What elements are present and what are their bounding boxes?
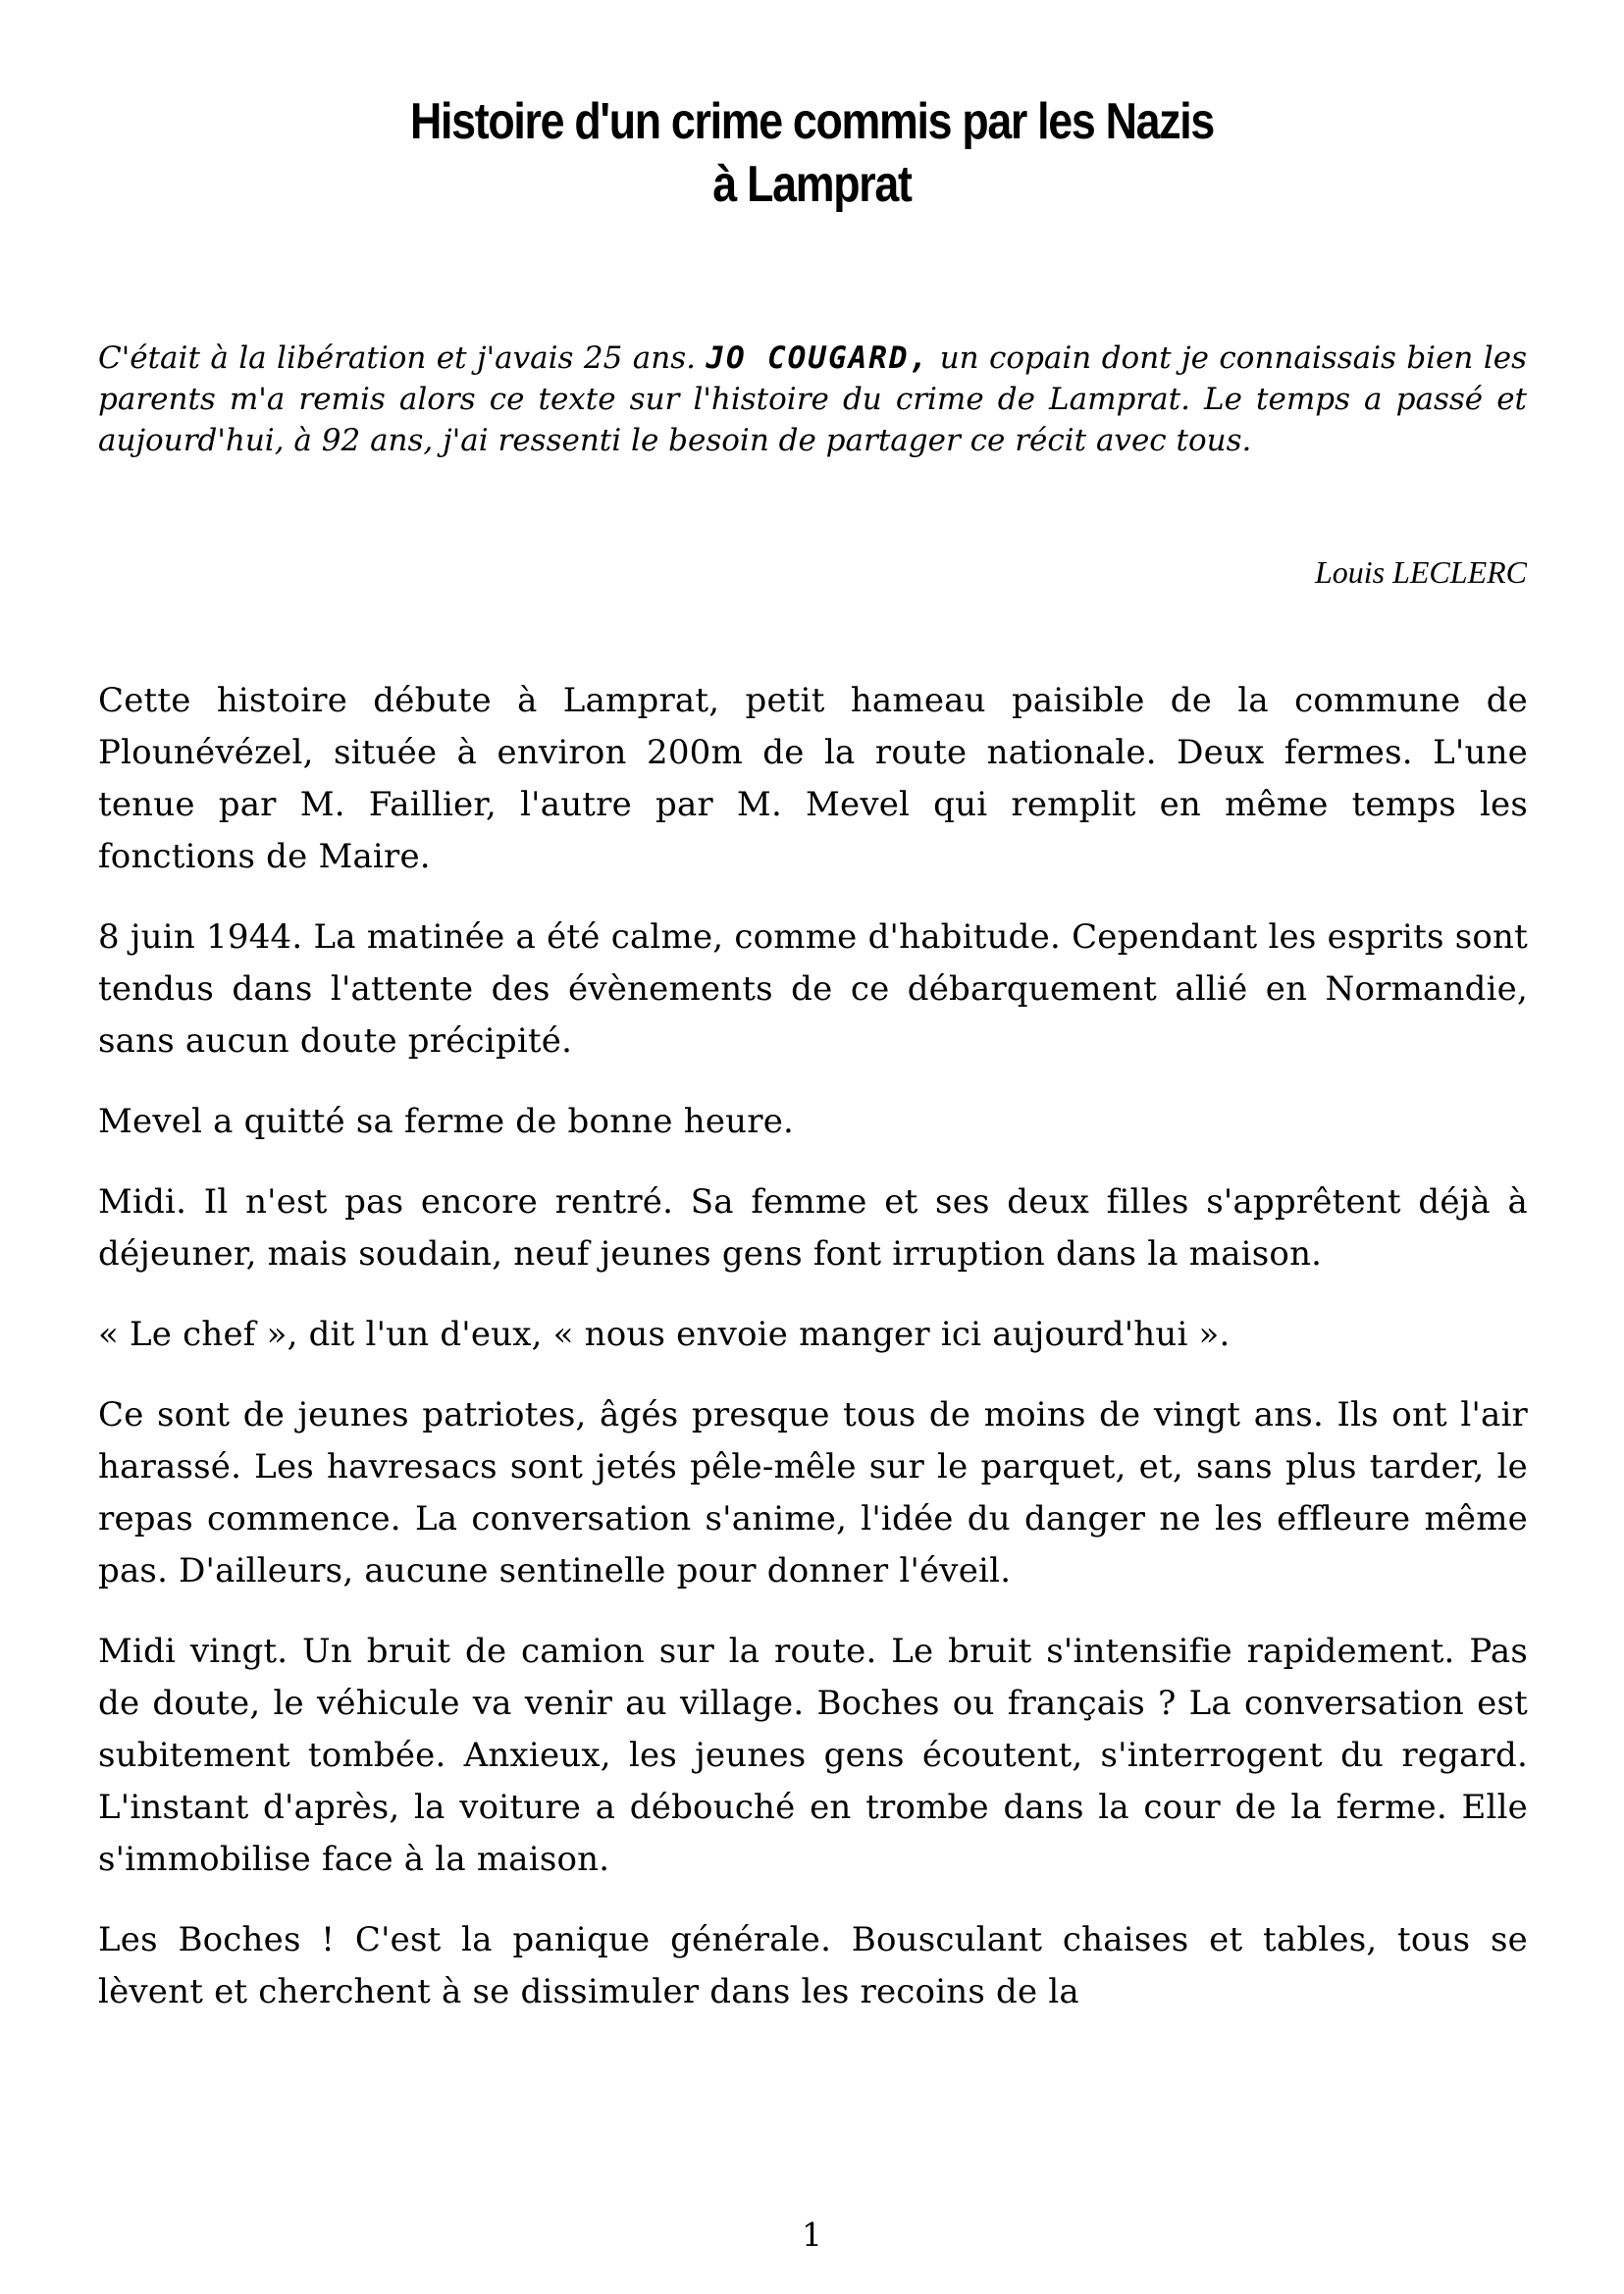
paragraph: Mevel a quitté sa ferme de bonne heure. bbox=[98, 1102, 795, 1141]
paragraph: 8 juin 1944. La matinée a été calme, comme d'habitude. Cependant les esprits sont tendus dans l'attente des évènements de ce débarquement allié en Normandie, sans aucun doute précipité. bbox=[98, 917, 1528, 1061]
title-line-1: Histoire d'un crime commis par les Nazis bbox=[410, 93, 1214, 150]
paragraph: Cette histoire débute à Lamprat, petit hameau paisible de la commune de Plounévézel, située à environ 200m de la route nationale. Deux fermes. L'une tenue par M. Faillier, l'autre par M. Mevel qui remplit en même temps les fonctions de Maire. bbox=[98, 681, 1528, 876]
signature: Louis LECLERC bbox=[1314, 554, 1527, 590]
paragraph: Ce sont de jeunes patriotes, âgés presque tous de moins de vingt ans. Ils ont l'air harassé. Les havresacs sont jetés pêle-mêle sur le parquet, et, sans plus tarder, le repas commence. La conversation s'anime, l'idée du danger ne les effleure même pas. D'ailleurs, aucune sentinelle pour donner l'éveil. bbox=[98, 1395, 1528, 1590]
document-title bbox=[114, 90, 1510, 216]
intro-text-start: C'était à la libération et j'avais 25 ans. bbox=[98, 340, 707, 376]
intro-text-end: un copain dont je connaissais bien les parents m'a remis alors ce texte sur l'histoire du crime de Lamprat. Le temps a passé et aujourd'hui, à 92 ans, j'ai ressenti le besoin de partager ce récit avec tous. bbox=[98, 340, 1527, 458]
intro-author-name: JO COUGARD, bbox=[706, 340, 930, 376]
page-number: 1 bbox=[802, 2216, 822, 2254]
paragraph: Les Boches ! C'est la panique générale. Bousculant chaises et tables, tous se lèvent et cherchent à se dissimuler dans les recoins de la bbox=[98, 1920, 1528, 2011]
body-text bbox=[98, 675, 1528, 2047]
intro-paragraph bbox=[98, 338, 1527, 461]
paragraph: Midi vingt. Un bruit de camion sur la route. Le bruit s'intensifie rapidement. Pas de doute, le véhicule va venir au village. Boches ou français ? La conversation est subitement tombée. Anxieux, les jeunes gens écoutent, s'interrogent du regard. L'instant d'après, la voiture a débouché en trombe dans la cour de la ferme. Elle s'immobilise face à la maison. bbox=[98, 1632, 1528, 1879]
title-line-2: à Lamprat bbox=[712, 156, 912, 213]
paragraph: « Le chef », dit l'un d'eux, « nous envoie manger ici aujourd'hui ». bbox=[98, 1315, 1231, 1354]
paragraph: Midi. Il n'est pas encore rentré. Sa femme et ses deux filles s'apprêtent déjà à déjeuner, mais soudain, neuf jeunes gens font irruption dans la maison. bbox=[98, 1182, 1528, 1274]
